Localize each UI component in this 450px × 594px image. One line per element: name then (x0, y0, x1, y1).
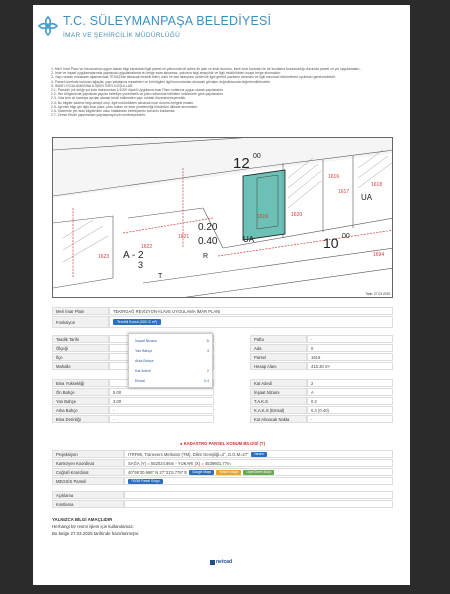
popup-value: 3 (207, 349, 209, 353)
row-label: İnşaat Nizamı (250, 388, 307, 396)
parcel-number-label: 1622 (141, 244, 153, 250)
row-value: 0.2 (307, 397, 393, 405)
yandex-maps-button[interactable]: Yandex Maps (216, 470, 241, 475)
row-label: Kot Alınacak Nokta (250, 415, 307, 423)
parcel-number-label: 1623 (98, 254, 110, 260)
row-value (124, 477, 393, 485)
row-label: Pafta (250, 335, 307, 343)
note-line: 2.4- Bu bilgiler sadece bilgi amaçlı olup, ilgili müdürlükten alınacak imar durumu belgesi esastır. (51, 100, 195, 105)
parcel-number-label: 1618 (371, 182, 383, 188)
map-label: 3 (138, 260, 144, 270)
row-label: Arka Bahçe (52, 406, 109, 414)
location-pin-icon: ● (180, 441, 183, 446)
popup-row (135, 379, 209, 383)
row-value (124, 491, 393, 499)
function-value (109, 316, 393, 328)
row-value: 1619 (307, 353, 393, 361)
popup-value: 0.4 (204, 379, 209, 383)
popup-row (135, 369, 209, 373)
page-subtitle: İMAR VE ŞEHİRCİLİK MÜDÜRLÜĞÜ (63, 32, 181, 39)
row-label: Coğrafi Koordinat (52, 468, 124, 476)
parcel-number-label: 1617 (338, 189, 350, 195)
note-line: 4- Parsel üzerinde bulunan ağaçlar, yapı yaklaşma mesafeleri ve kot bilgileri ilgili kurumlardan alınacak görüşler doğrultusunda değerlendirilecektir. (51, 79, 271, 84)
row-value: - (109, 406, 214, 414)
tkgm-parcel-query-button[interactable]: TKGM Parsel Sorgu (128, 479, 163, 484)
row-label: Açıklama (52, 491, 124, 499)
row-label: K.A.K.S (Emsal) (250, 406, 307, 414)
popup-row (135, 349, 209, 353)
plan-value: TEKİRDAĞ REVİZYON+İLAVE UYGULAMA İMAR PLANI (109, 307, 393, 315)
row-value: A (307, 388, 393, 396)
note-line: 2.2- Her bölgemizde yapılacak yapılar belediye yönetmelik ve plan notlarında belirtilen hükümlere göre yapılacaktır. (51, 92, 224, 97)
header (33, 5, 410, 53)
netcad-logo-icon (210, 560, 215, 565)
note-line: 2- İmar ve inşaat uygulamalarında yapılacak uygulamalarda bu belge esas alınamaz, yalnızca bilgi amaçlıdır ve ilgili müdürlükten onaylı belge alınmalıdır. (51, 71, 282, 76)
google-maps-button[interactable]: Google Maps (189, 470, 214, 475)
row-label: Yan Bahçe (52, 397, 109, 405)
row-value: - (109, 415, 214, 423)
popup-label: Yan Bahçe (135, 349, 153, 353)
disclaimer-title: YALNIZCA BİLGİ AMAÇLIDIR (52, 517, 113, 522)
row-value: 40°59'30.966" N 27°31'5.778" E Google Maps Yandex Maps OpenStreet Maps (124, 468, 393, 476)
parcel-number-label: 1694 (373, 252, 385, 258)
map-label: A - 2 (123, 250, 144, 261)
map-label: 10 (323, 235, 339, 251)
parcel-number-label: 1619 (257, 214, 269, 220)
row-value: 2 (307, 379, 393, 387)
row-value: - (307, 335, 393, 343)
note-line: 2.5- Ayrıntılı bilgi için ilgili imar planı, plan notları ve imar yönetmeliği hükümleri dikkate alınmalıdır. (51, 104, 199, 109)
municipality-logo-icon (37, 15, 59, 37)
row-value: 5.00 (109, 388, 214, 396)
note-line: 2.3- Yola terk ve kamuya ayrılan alanlar tescil edilmeden yapı ruhsatı düzenlenmeyecektir. (51, 96, 187, 101)
row-label: Kat Adedi (250, 379, 307, 387)
popup-row (135, 339, 209, 343)
note-line: 2.6- Sistemde yer alan bilgilerdeki olası hatalardan belediyemiz sorumlu tutulamaz. (51, 109, 176, 114)
map-label: UA (361, 193, 373, 202)
row-value: 415.30 m² (307, 362, 393, 370)
map-footer: Tarih: 27.03.2025 (365, 292, 390, 296)
map-label: 0.40 (198, 236, 218, 247)
parcel-number-label: 1620 (291, 212, 303, 218)
function-details-popup[interactable] (128, 333, 213, 388)
map-drawing (53, 138, 393, 298)
popup-label: Emsal (135, 379, 145, 383)
openstreet-maps-button[interactable]: OpenStreet Maps (243, 470, 274, 475)
function-label: Fonksiyon (52, 316, 109, 328)
parcel-number-label: 1621 (178, 234, 190, 240)
note-line: 2.1- Parselin yol aldığı yol kotu bakımından 1/1000 ölçekli Uygulama İmar Planı notlarına uygun olarak yapılacaktır. (51, 88, 224, 93)
row-value: 0 (307, 344, 393, 352)
row-value: ITRF96, Transvers Merkator (TM), Dilim Genişliği=3°, D.O.M=27° Yardım (124, 450, 393, 458)
row-label: Mahalle (52, 362, 109, 370)
cadastre-section-title: ● KADASTRO PARSEL KONUM BİLGİSİ (?) (180, 441, 265, 446)
popup-value: 2 (207, 369, 209, 373)
selected-parcel (243, 170, 285, 240)
row-label: Hesap Alanı (250, 362, 307, 370)
map-label: 00 (253, 153, 261, 160)
row-label: Ada (250, 344, 307, 352)
popup-row (135, 359, 209, 363)
map-label: 12 (233, 155, 250, 172)
row-label: MEGSİS Parseli (52, 477, 124, 485)
zoning-map[interactable] (52, 137, 393, 298)
map-label: UA (243, 235, 255, 244)
row-label: T.A.K.S (250, 397, 307, 405)
map-label: T (158, 273, 163, 280)
disclaimer-text: Herhangi bir resmi işlem için kullanılamaz. (52, 524, 134, 529)
map-label: R (203, 253, 209, 260)
netcad-logo: netcad (210, 559, 232, 565)
function-button[interactable]: Tercihli Konut (300 /2 m²) (113, 319, 161, 325)
popup-label: İnşaat Nizamı (135, 339, 157, 343)
row-label: Ölçeği (52, 344, 109, 352)
popup-value: A (206, 339, 209, 343)
row-label: Kısıtlama (52, 500, 124, 508)
popup-label: Kat Adedi (135, 369, 151, 373)
row-value: 0.4 (0.40) (307, 406, 393, 414)
disclaimer-date: Bu belge 27.03.2025 tarihinde hazırlanmıştır. (52, 531, 140, 536)
row-label: Parsel (250, 353, 307, 361)
help-button[interactable]: Yardım (251, 452, 267, 457)
map-label: 00 (342, 233, 350, 240)
note-line: 2.7- Zemin Etüdü yapılmadan yapılaşmaya izin verilmeyecektir. (51, 113, 146, 118)
row-label: Ön Bahçe (52, 388, 109, 396)
row-label: Tasdik Tarihi (52, 335, 109, 343)
map-label: 0.20 (198, 222, 218, 233)
plan-notes (51, 67, 401, 117)
row-value (124, 500, 393, 508)
row-label: Projeksiyon (52, 450, 124, 458)
note-line: 1- Mer'i İmar Planı ve mevzuatına uygun olarak bilgi ekrandaki ilgili parsel ve yakınında bir adres ile plan ve imar durumu, ilave imar kararları ile bir kısıtlama bulunmadığı durumda parsel ve yol uygulamaları... (51, 67, 363, 71)
row-value: - (307, 415, 393, 423)
row-label: İlçe (52, 353, 109, 361)
parcel-number-label: 1616 (328, 174, 340, 180)
row-value: 3.00 (109, 397, 214, 405)
document-page (33, 5, 410, 585)
row-label: Bina Yüksekliği (52, 379, 109, 387)
note-line: 5- İMAR UYGULAMASINA İLİŞKİN ÖZEL KOŞULLAR (51, 83, 133, 88)
row-label: Kartezyen Koordinat (52, 459, 124, 467)
page-title: T.C. SÜLEYMANPAŞA BELEDİYESİ (63, 14, 272, 28)
row-value: SAĞA (Y) = 552024.86m - YUKARI (X) = 4539601.77m (124, 459, 393, 467)
popup-label: Arka Bahçe (135, 359, 154, 363)
row-label: Bina Derinliği (52, 415, 109, 423)
note-line: 3- Yapı ruhsatı müracaatı aşamasında TEDAŞ'tan alınacak elektrik fideri, trafo ve baz istasyonu yerleri ile ilgili gerekli yazıların alınması ve ilgili mevzuat hükümlerine uyulması gerekmektedir. (51, 75, 336, 80)
plan-label: Meri İmar Planı (52, 307, 109, 315)
